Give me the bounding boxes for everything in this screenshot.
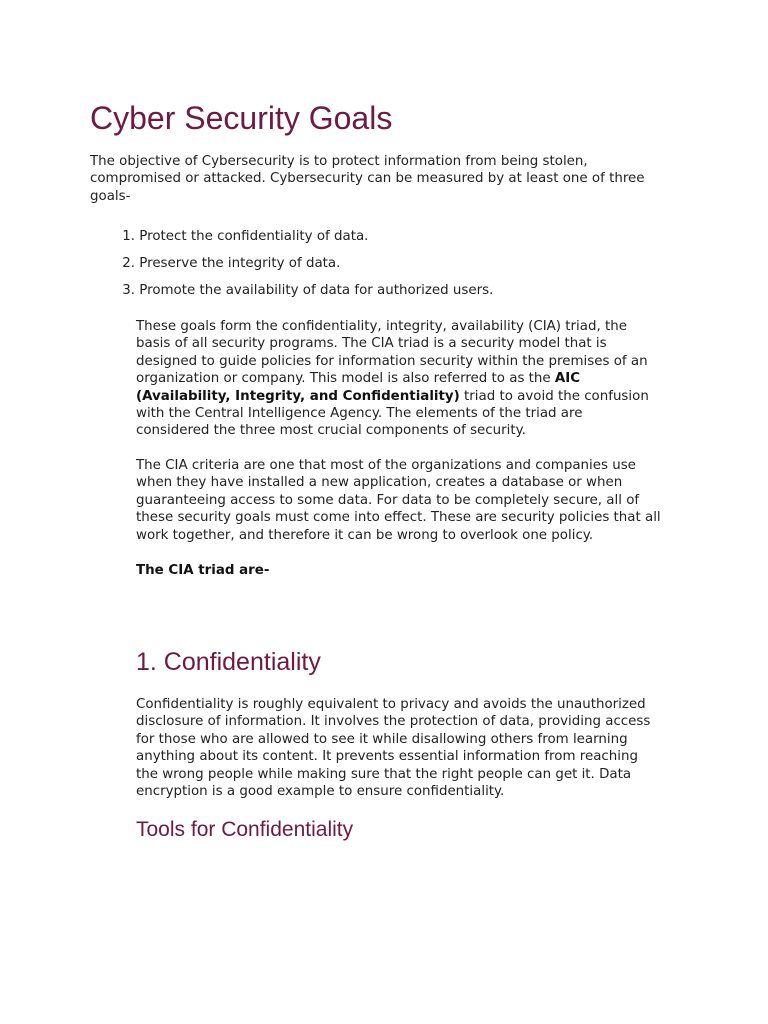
section-heading-confidentiality: 1. Confidentiality xyxy=(136,648,321,676)
goals-list xyxy=(90,228,493,309)
criteria-line: work together, and therefore it can be wrong to overlook one policy. xyxy=(136,527,594,543)
list-number: 1. xyxy=(122,229,135,244)
triad-line xyxy=(136,370,684,387)
list-text: Preserve the integrity of data. xyxy=(139,256,341,271)
triad-paragraph xyxy=(136,318,684,440)
criteria-line: The CIA criteria are one that most of the organizations and companies use xyxy=(136,458,636,473)
confidentiality-line: Confidentiality is roughly equivalent to privacy and avoids the unauthorized xyxy=(136,697,646,712)
page-title: Cyber Security Goals xyxy=(90,100,393,136)
confidentiality-paragraph xyxy=(136,696,684,800)
criteria-paragraph xyxy=(136,457,696,544)
triad-text: triad to avoid the confusion xyxy=(459,388,649,404)
criteria-line: when they have installed a new application, creates a database or when xyxy=(136,475,623,491)
intro-line: The objective of Cybersecurity is to protect information from being stolen, xyxy=(90,154,588,169)
list-item xyxy=(90,282,493,309)
criteria-line: guaranteeing access to some data. For data to be completely secure, all of xyxy=(136,492,640,508)
triad-line: with the Central Intelligence Agency. The elements of the triad are xyxy=(136,406,583,422)
criteria-line: these security goals must come into effect. These are security policies that all xyxy=(136,510,661,526)
triad-line: basis of all security programs. The CIA triad is a security model that is xyxy=(136,336,607,352)
triad-are-label: The CIA triad are- xyxy=(136,563,270,578)
intro-line: compromised or attacked. Cybersecurity can be measured by at least one of three xyxy=(90,171,645,187)
list-item xyxy=(90,255,493,282)
intro-paragraph xyxy=(90,153,680,205)
confidentiality-line: the wrong people while making sure that the right people can get it. Data xyxy=(136,766,632,782)
list-text: Promote the availability of data for authorized users. xyxy=(139,283,494,298)
aic-term: AIC xyxy=(554,371,581,387)
triad-line: designed to guide policies for information security within the premises of an xyxy=(136,353,648,369)
confidentiality-line: encryption is a good example to ensure confidentiality. xyxy=(136,784,505,800)
intro-line: goals- xyxy=(90,188,131,204)
confidentiality-line: disclosure of information. It involves the protection of data, providing access xyxy=(136,714,651,730)
list-text: Protect the confidentiality of data. xyxy=(139,229,369,244)
subsection-heading-tools: Tools for Confidentiality xyxy=(136,818,354,841)
list-item xyxy=(90,228,493,255)
triad-line: considered the three most crucial components of security. xyxy=(136,423,526,439)
list-number: 2. xyxy=(122,256,135,271)
confidentiality-line: anything about its content. It prevents essential information from reaching xyxy=(136,749,638,765)
triad-line xyxy=(136,388,684,405)
triad-text: organization or company. This model is also referred to as the xyxy=(136,371,555,387)
list-number: 3. xyxy=(122,283,135,298)
aic-expansion: (Availability, Integrity, and Confidentiality) xyxy=(136,388,460,404)
triad-line: These goals form the confidentiality, integrity, availability (CIA) triad, the xyxy=(136,319,627,334)
confidentiality-line: for those who are allowed to see it while disallowing others from learning xyxy=(136,731,628,747)
